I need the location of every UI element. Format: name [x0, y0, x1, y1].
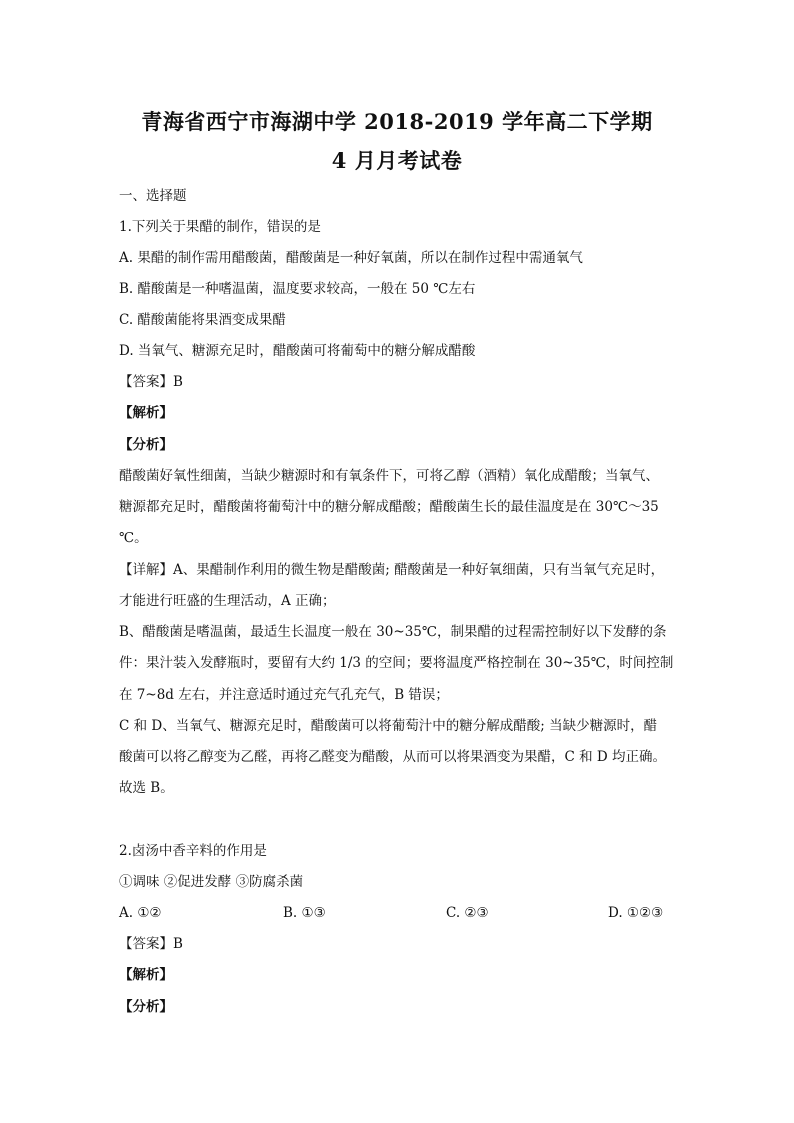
q2-fenxi-label: 【分析】	[119, 999, 173, 1015]
q1-detail-line-2: 才能进行旺盛的生理活动，A 正确；	[119, 593, 336, 609]
q1-option-a: A. 果醋的制作需用醋酸菌，醋酸菌是一种好氧菌，所以在制作过程中需通氧气	[119, 250, 583, 266]
q1-analysis-label: 【解析】	[119, 405, 173, 421]
q1-option-c: C. 醋酸菌能将果酒变成果醋	[119, 312, 286, 328]
section-heading: 一、选择题	[119, 188, 187, 204]
q1-fenxi-line-1: 醋酸菌好氧性细菌，当缺少糖源时和有氧条件下，可将乙醇（酒精）氧化成醋酸；当氧气、	[119, 468, 659, 484]
q1-detail-line-6: C 和 D、当氧气、糖源充足时，醋酸菌可以将葡萄汁中的糖分解成醋酸; 当缺少糖源时，醋	[119, 718, 658, 734]
q1-detail-line-1: 【详解】A、果醋制作利用的微生物是醋酸菌; 醋酸菌是一种好氧细菌，只有当氧气充足时，	[119, 562, 665, 578]
q2-analysis-label: 【解析】	[119, 967, 173, 983]
q2-items: ①调味 ②促进发酵 ③防腐杀菌	[119, 874, 304, 890]
q1-fenxi-line-2: 糖源都充足时，醋酸菌将葡萄汁中的糖分解成醋酸；醋酸菌生长的最佳温度是在 30℃～35	[119, 499, 659, 515]
page-subtitle: 4 月月考试卷	[331, 148, 463, 173]
q2-option-d: D. ①②③	[608, 905, 664, 921]
q2-option-b: B. ①③	[283, 905, 326, 921]
q1-fenxi-line-3: ℃。	[119, 530, 148, 546]
q1-option-d: D. 当氧气、糖源充足时，醋酸菌可将葡萄中的糖分解成醋酸	[119, 343, 476, 359]
q1-option-b: B. 醋酸菌是一种嗜温菌，温度要求较高，一般在 50 ℃左右	[119, 281, 476, 297]
q1-answer: 【答案】B	[119, 374, 183, 390]
q2-option-a: A. ①②	[119, 905, 162, 921]
q2-option-c: C. ②③	[446, 905, 489, 921]
q1-fenxi-label: 【分析】	[119, 437, 173, 453]
q1-detail-line-5: 在 7~8d 左右，并注意适时通过充气孔充气，B 错误；	[119, 687, 449, 703]
q1-detail-line-7: 酸菌可以将乙醇变为乙醛，再将乙醛变为醋酸，从而可以将果酒变为果醋，C 和 D 均正确。	[119, 749, 667, 765]
q1-detail-line-4: 件：果汁装入发酵瓶时，要留有大约 1/3 的空间；要将温度严格控制在 30~35℃，时间控制	[119, 655, 674, 671]
q1-stem: 1.下列关于果醋的制作，错误的是	[119, 219, 321, 235]
q2-stem: 2.卤汤中香辛料的作用是	[119, 843, 267, 859]
q1-detail-line-8: 故选 B。	[119, 780, 174, 796]
q2-answer: 【答案】B	[119, 936, 183, 952]
q1-detail-line-3: B、醋酸菌是嗜温菌，最适生长温度一般在 30~35℃，制果醋的过程需控制好以下发酵的条	[119, 624, 667, 640]
page-title: 青海省西宁市海湖中学 2018-2019 学年高二下学期	[141, 109, 653, 134]
